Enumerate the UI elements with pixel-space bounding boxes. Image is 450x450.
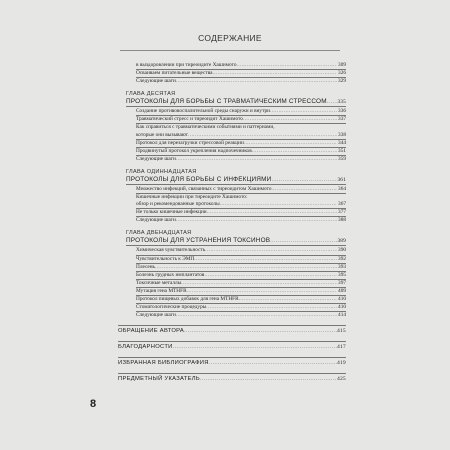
toc-entry-page: 395 <box>338 271 346 278</box>
toc-entry[interactable] <box>136 296 346 304</box>
toc-entry[interactable] <box>136 156 346 163</box>
chapter-label: ГЛАВА ОДИННАДЦАТАЯ <box>126 168 197 175</box>
leader-dots <box>252 148 337 155</box>
toc-entry-text: в выздоровлении при тиреоидите Хашимото <box>136 62 237 68</box>
toc-entry-page: 397 <box>338 279 346 286</box>
toc-entry-text: Следующие шаги <box>136 155 176 162</box>
toc-entry[interactable] <box>136 62 346 70</box>
toc-entry-text: Стоматологические процедуры <box>136 304 207 311</box>
leader-dots <box>204 272 337 279</box>
toc-entry[interactable] <box>136 78 346 85</box>
toc-entry-text: Травматический стресс и тиреоидит Хашимото <box>136 116 243 123</box>
leader-dots <box>272 186 338 193</box>
toc-entry-page: 359 <box>338 155 346 162</box>
toc-entry-text: Токсичные металлы <box>136 279 182 286</box>
toc-entry-text: Множество инфекций, связанных с тиреоидитом Хашимото <box>136 185 272 192</box>
toc-entry-page: 367 <box>338 201 346 208</box>
toc-entry[interactable] <box>136 209 346 217</box>
leader-dots <box>239 296 337 303</box>
leader-dots <box>271 176 337 184</box>
toc-section[interactable] <box>118 326 346 337</box>
toc-entry-text: Как справиться с травматическими событиями и паттернами, <box>136 124 275 131</box>
chapter-title-text: ПРОТОКОЛЫ ДЛЯ БОРЬБЫ С ИНФЕКЦИЯМИ <box>126 175 272 183</box>
chapter-title[interactable] <box>126 176 346 185</box>
toc-entry-page: 326 <box>338 70 346 77</box>
chapter-title-text: ПРОТОКОЛЫ ДЛЯ БОРЬБЫ С ТРАВМАТИЧЕСКИМ СТРЕССОМ <box>126 98 327 106</box>
toc-entry[interactable] <box>136 288 346 296</box>
chapter-page: 389 <box>337 238 346 245</box>
leader-dots <box>205 247 337 254</box>
chapter-title-text: ПРОТОКОЛЫ ДЛЯ УСТРАНЕНИЯ ТОКСИНОВ <box>126 237 271 245</box>
section-title: ОБРАЩЕНИЕ АВТОРА <box>118 328 185 335</box>
toc-entry-text: Следующие шаги <box>136 217 176 224</box>
toc-section[interactable] <box>118 342 346 353</box>
leader-dots <box>176 78 337 85</box>
toc-entry-page: 393 <box>338 263 346 270</box>
toc-entry-page: 337 <box>338 116 346 123</box>
section-title: ПРЕДМЕТНЫЙ УКАЗАТЕЛЬ <box>118 376 200 383</box>
toc-entry-page: 414 <box>338 312 346 319</box>
leader-dots <box>176 156 337 163</box>
toc-entry-page: 377 <box>338 209 346 216</box>
toc-entry[interactable] <box>136 70 346 78</box>
page-number: 8 <box>90 398 97 410</box>
toc-entry[interactable] <box>136 148 346 156</box>
leader-dots <box>243 116 337 123</box>
chapter-page: 335 <box>337 99 346 106</box>
toc-entry[interactable] <box>136 217 346 224</box>
toc-entry-page: 364 <box>338 185 346 192</box>
toc-entry-page: 338 <box>338 131 346 138</box>
toc-entry[interactable] <box>136 312 346 319</box>
toc-entry-text: Чувствительность к ЭМП <box>136 255 195 262</box>
toc-entry-text: Химическая чувствительность <box>136 247 206 254</box>
toc-entry-page: 329 <box>338 78 346 85</box>
leader-dots <box>244 140 337 147</box>
toc-entry[interactable] <box>136 247 346 255</box>
toc-entry-text: Кишечные инфекции при тиреоидите Хашимото: <box>136 194 248 201</box>
toc-entry[interactable] <box>136 264 346 272</box>
chapter-title[interactable] <box>126 98 346 107</box>
toc-section[interactable] <box>118 374 346 385</box>
toc-entry-page: 344 <box>338 139 346 146</box>
chapter-label: ГЛАВА ДВЕНАДЦАТАЯ <box>126 230 192 237</box>
toc-entry-page: 410 <box>338 295 346 302</box>
page-title: СОДЕРЖАНИЕ <box>198 33 262 43</box>
toc-entry-page: 410 <box>338 304 346 311</box>
leader-dots <box>213 70 338 77</box>
leader-dots <box>270 108 337 115</box>
toc-entry[interactable] <box>136 140 346 148</box>
toc-entry-page: 388 <box>338 217 346 224</box>
toc-entry[interactable] <box>136 280 346 288</box>
toc-entry-text: Осваиваем питательные вещества <box>136 70 213 77</box>
leader-dots <box>327 98 338 106</box>
toc-entry-page: 409 <box>338 287 346 294</box>
chapter-title[interactable] <box>126 237 346 246</box>
leader-dots <box>220 201 337 208</box>
toc-entry[interactable] <box>136 256 346 264</box>
toc-entry-page: 392 <box>338 255 346 262</box>
header-divider <box>120 50 340 51</box>
chapter-page: 361 <box>337 176 346 183</box>
toc-entry-text: Следующие шаги <box>136 78 176 85</box>
toc-entry[interactable] <box>136 272 346 280</box>
toc-entry-text: Продвинутый протокол укрепления надпочечников <box>136 147 252 154</box>
leader-dots <box>181 280 337 287</box>
leader-dots <box>176 312 337 319</box>
toc-entry-text: Болезнь грудных имплантатов <box>136 271 205 278</box>
toc-entry[interactable] <box>136 304 346 312</box>
toc-entry-text: обзор и рекомендованные протоколы <box>136 201 220 208</box>
toc-entry-text: Создание противовоспалительной среды снаружи и внутри <box>136 108 270 115</box>
toc-entry-text: Протокол для перезагрузки стрессовой реакции <box>136 139 244 146</box>
leader-dots <box>209 358 337 369</box>
leader-dots <box>200 374 337 385</box>
leader-dots <box>188 132 337 139</box>
leader-dots <box>236 62 337 69</box>
toc-entry-page: 309 <box>338 62 346 68</box>
leader-dots <box>187 288 337 295</box>
toc-entry[interactable] <box>136 124 346 131</box>
section-page: 415 <box>337 328 346 335</box>
toc-entry-text: Протокол пищевых добавок для гена MTHFR <box>136 295 239 302</box>
section-page: 417 <box>337 344 346 351</box>
leader-dots <box>270 237 337 245</box>
toc-entry-page: 351 <box>338 147 346 154</box>
toc-entry-text: Мутация гена MTHFR <box>136 287 187 294</box>
toc-section[interactable] <box>118 358 346 369</box>
leader-dots <box>194 256 337 263</box>
section-page: 425 <box>337 376 346 383</box>
section-title: БЛАГОДАРНОСТИ <box>118 344 173 351</box>
leader-dots <box>207 209 337 216</box>
toc-entry-text: Следующие шаги <box>136 312 176 319</box>
leader-dots <box>176 217 337 224</box>
table-of-contents <box>118 62 346 385</box>
toc-entry-text: Не только кишечные инфекции <box>136 209 207 216</box>
toc-entry-text: Плесень <box>136 263 155 270</box>
leader-dots <box>173 342 338 353</box>
section-page: 419 <box>337 360 346 367</box>
section-title: ИЗБРАННАЯ БИБЛИОГРАФИЯ <box>118 360 209 367</box>
toc-entry[interactable] <box>136 186 346 194</box>
toc-entry-page: 336 <box>338 108 346 115</box>
toc-entry-page: 390 <box>338 247 346 254</box>
toc-entry[interactable] <box>136 132 346 140</box>
toc-entry[interactable] <box>136 201 346 209</box>
chapter-label: ГЛАВА ДЕСЯТАЯ <box>126 91 176 98</box>
toc-entry-text: которые они вызывают <box>136 131 188 138</box>
leader-dots <box>155 264 337 271</box>
leader-dots <box>206 304 337 311</box>
leader-dots <box>184 326 337 337</box>
